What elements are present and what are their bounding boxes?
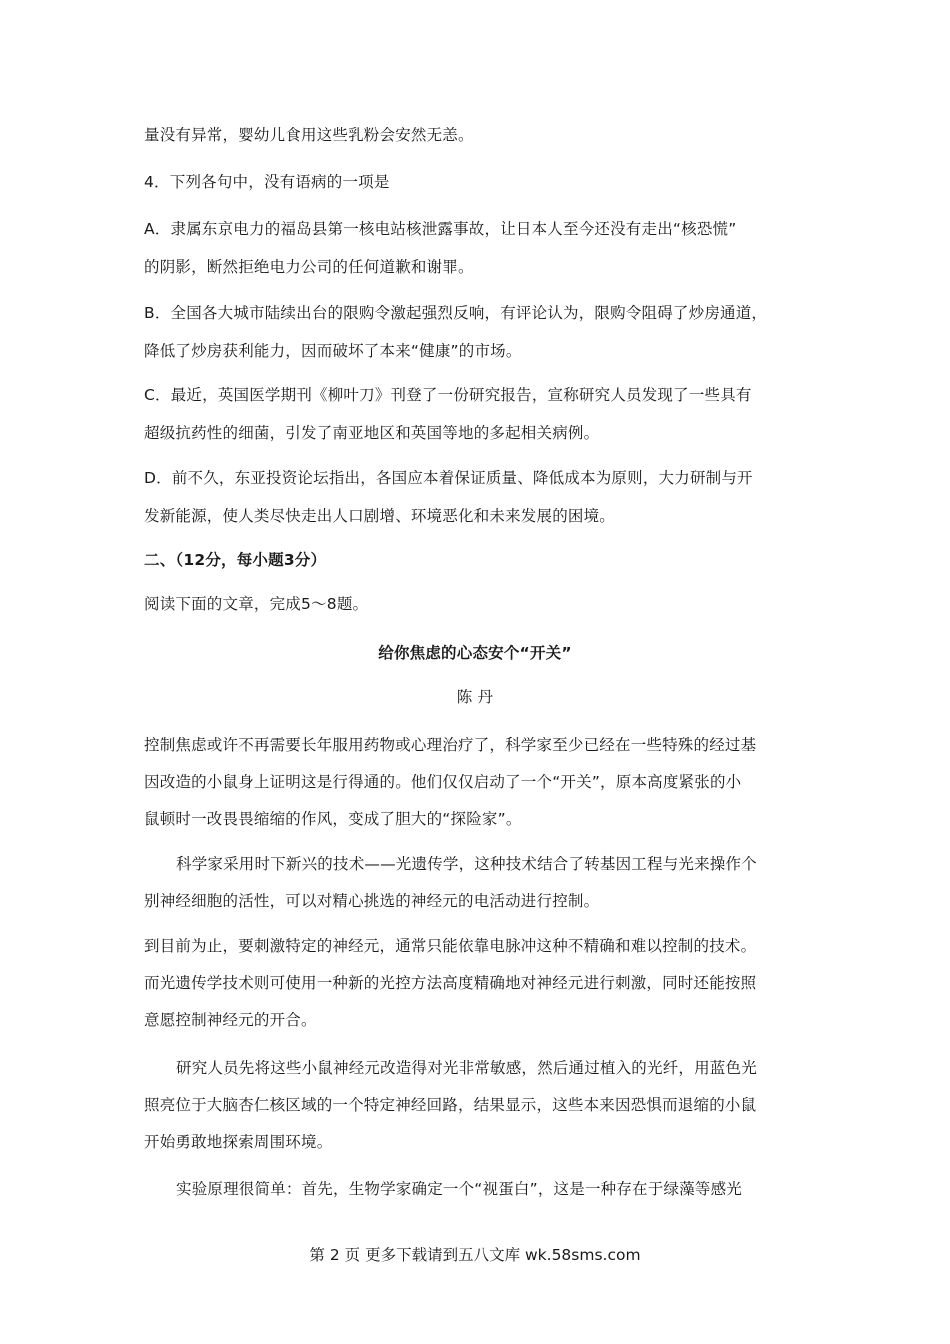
paragraph-2-line-2: 别神经细胞的活性，可以对精心挑选的神经元的电活动进行控制。 xyxy=(144,892,600,910)
option-b-line-1: B．全国各大城市陆续出台的限购令激起强烈反响，有评论认为，限购令阻碍了炒房通道， xyxy=(144,304,768,322)
question-4-stem: 4．下列各句中，没有语病的一项是 xyxy=(144,173,390,191)
paragraph-4-line-3: 开始勇敢地探索周围环境。 xyxy=(144,1133,333,1151)
paragraph-3-line-1: 到目前为止，要刺激特定的神经元，通常只能依靠电脉冲这种不精确和难以控制的技术。 xyxy=(144,937,757,955)
paragraph-5-line-1: 实验原理很简单：首先，生物学家确定一个“视蛋白”，这是一种存在于绿藻等感光 xyxy=(176,1180,742,1198)
page-footer: 第 2 页 更多下载请到五八文库 wk.58sms.com xyxy=(309,1246,641,1264)
option-b-line-2: 降低了炒房获利能力，因而破坏了本来“健康”的市场。 xyxy=(144,342,522,360)
article-author: 陈 丹 xyxy=(456,688,494,706)
option-c-line-2: 超级抗药性的细菌，引发了南亚地区和英国等地的多起相关病例。 xyxy=(144,424,600,442)
paragraph-1-line-1: 控制焦虑或许不再需要长年服用药物或心理治疗了，科学家至少已经在一些特殊的经过基 xyxy=(144,736,757,754)
paragraph-4-line-2: 照亮位于大脑杏仁核区域的一个特定神经回路，结果显示，这些本来因恐惧而退缩的小鼠 xyxy=(144,1096,757,1114)
option-d-line-2: 发新能源，使人类尽快走出人口剧增、环境恶化和未来发展的困境。 xyxy=(144,507,616,525)
paragraph-1-line-2: 因改造的小鼠身上证明这是行得通的。他们仅仅启动了一个“开关”，原本高度紧张的小 xyxy=(144,773,742,791)
option-a-line-2: 的阴影，断然拒绝电力公司的任何道歉和谢罪。 xyxy=(144,258,474,276)
previous-paragraph-end: 量没有异常，婴幼儿食用这些乳粉会安然无恙。 xyxy=(144,126,474,144)
section-2-instruction: 阅读下面的文章，完成5～8题。 xyxy=(144,595,369,613)
section-2-heading: 二、（12分，每小题3分） xyxy=(144,551,327,569)
paragraph-2-line-1: 科学家采用时下新兴的技术——光遗传学，这种技术结合了转基因工程与光来操作个 xyxy=(176,855,757,873)
option-d-line-1: D．前不久，东亚投资论坛指出，各国应本着保证质量、降低成本为原则，大力研制与开 xyxy=(144,469,753,487)
option-a-line-1: A．隶属东京电力的福岛县第一核电站核泄露事故，让日本人至今还没有走出“核恐慌” xyxy=(144,220,737,238)
paragraph-4-line-1: 研究人员先将这些小鼠神经元改造得对光非常敏感，然后通过植入的光纤，用蓝色光 xyxy=(176,1059,757,1077)
paragraph-1-line-3: 鼠顿时一改畏畏缩缩的作风，变成了胆大的“探险家”。 xyxy=(144,810,522,828)
option-c-line-1: C．最近，英国医学期刊《柳叶刀》刊登了一份研究报告，宣称研究人员发现了一些具有 xyxy=(144,386,752,404)
paragraph-3-line-2: 而光遗传学技术则可使用一种新的光控方法高度精确地对神经元进行刺激，同时还能按照 xyxy=(144,974,757,992)
article-title: 给你焦虑的心态安个“开关” xyxy=(378,644,572,662)
paragraph-3-line-3: 意愿控制神经元的开合。 xyxy=(144,1011,317,1029)
